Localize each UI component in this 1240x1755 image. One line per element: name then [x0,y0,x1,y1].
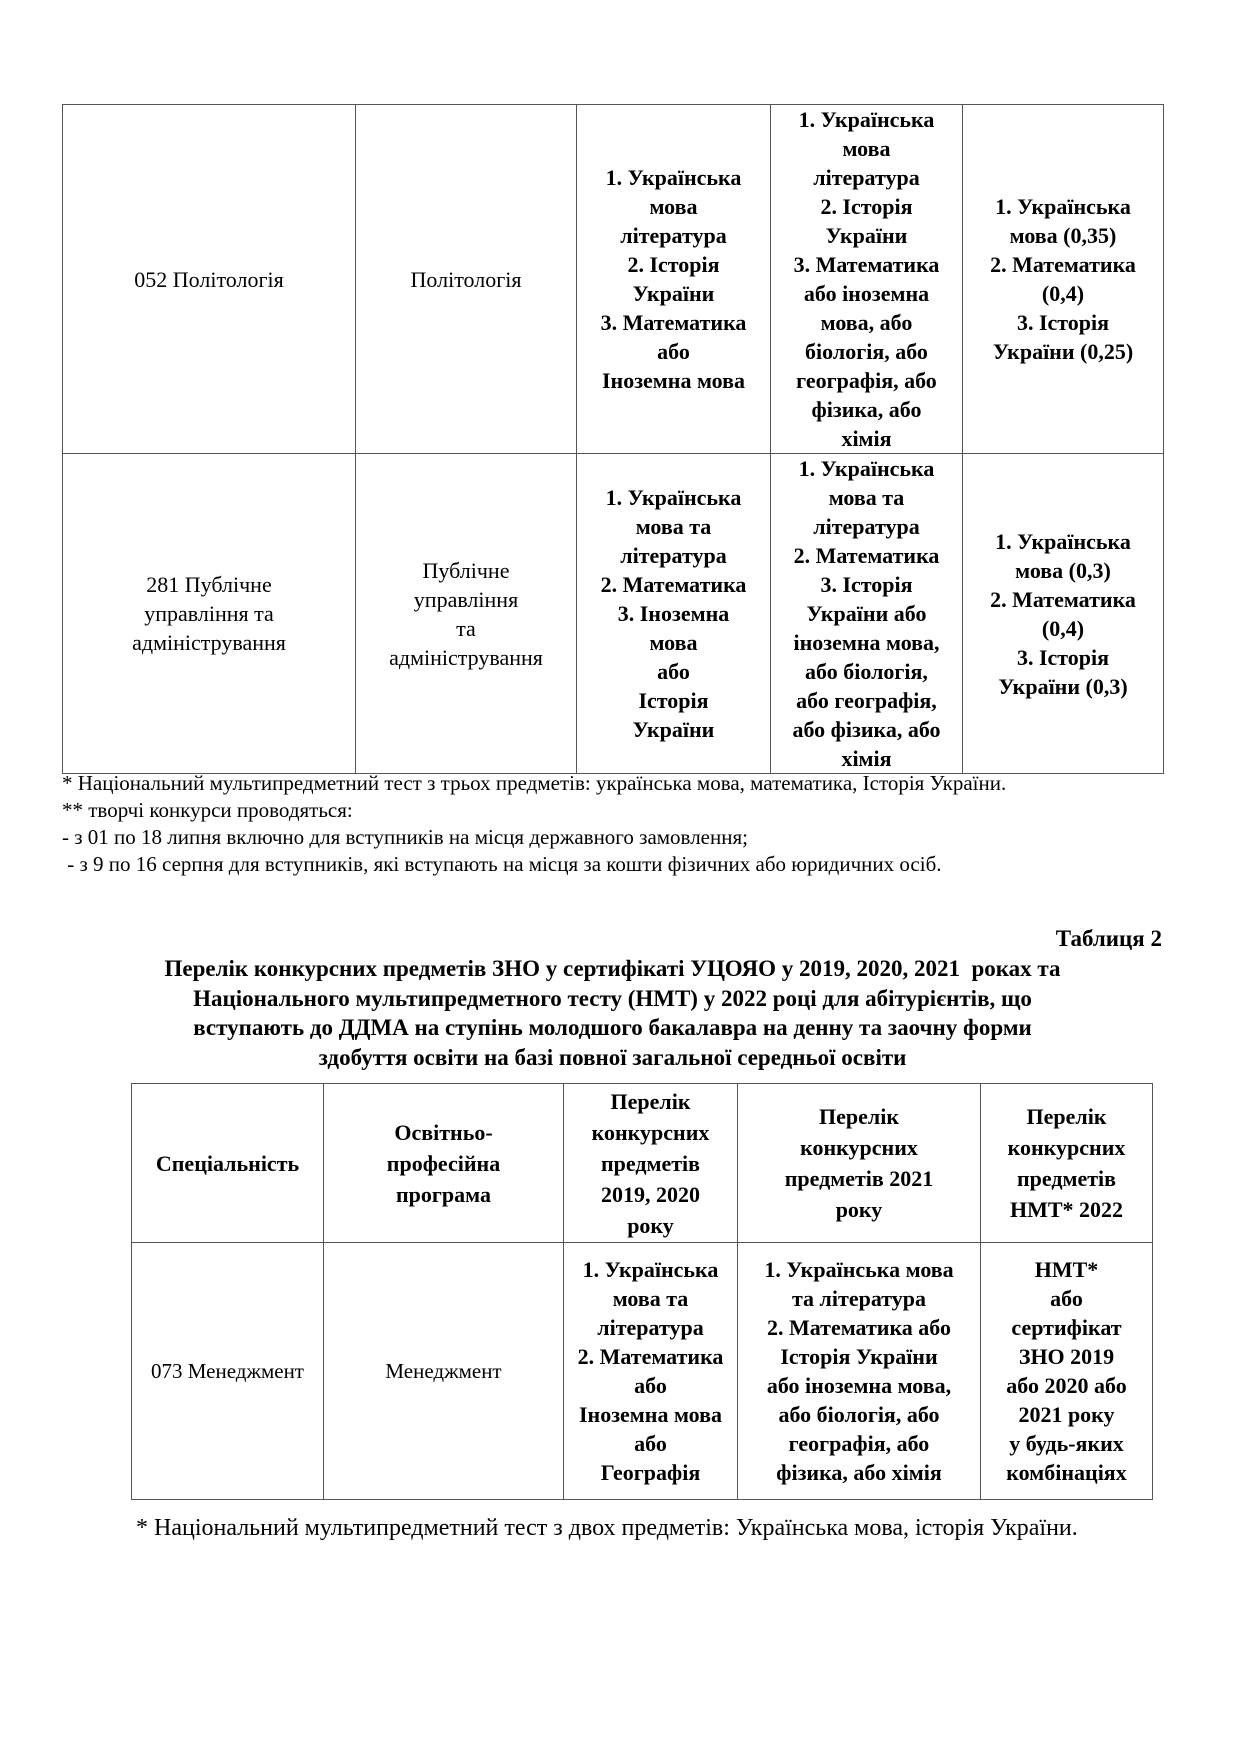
cell-text-line: 3. Математика [793,252,940,277]
cell-text-line: (0,4) [1041,281,1085,306]
cell-text-line: у будь-яких [1009,1431,1124,1456]
cell-text-line: хімія [841,426,892,451]
table-2-footnotes [136,1513,1152,1544]
program-cell [356,454,577,774]
cell-text-line: року [627,1212,674,1238]
cell-text-line: або біологія, [805,659,928,684]
footnote-double-star: ** творчі конкурси проводяться: [62,798,353,822]
table-row [63,105,1164,454]
cell-text-line: Історія України [780,1344,938,1369]
cell-text-line: література [620,543,727,568]
cell-text-line: адміністрування [132,630,286,655]
cell-text-line: конкурсних [1007,1135,1126,1160]
cell-text-line: конкурсних [800,1135,918,1160]
cell-text-line: мова (0,35) [1009,223,1117,248]
cell-text-line: 3. Історія [820,572,913,597]
subjects-nmt-2022-cell [981,1243,1153,1500]
cell-text-line: НМТ* 2022 [1009,1197,1124,1222]
cell-text-line: Іноземна мова [578,1402,723,1427]
cell-text-line: Перелік [1026,1104,1107,1129]
cell-text-line: управління та [144,601,274,626]
cell-text-line: література [813,165,920,190]
cell-text-line: фізика, або [811,397,922,422]
table-1-footnotes [62,770,1163,878]
cell-text-line: Політологія [410,266,522,292]
cell-text-line: або географія, [796,688,937,713]
cell-text-line: та література [791,1286,927,1311]
cell-text-line: програма [396,1181,491,1207]
cell-text-line: предметів 2021 [784,1166,934,1191]
cell-text-line: 2019, 2020 [601,1181,700,1207]
cell-text-line: література [620,223,727,248]
cell-text-line: біологія, або [805,339,928,364]
cell-text-line: або [657,339,690,364]
cell-text-line: 2. Математика [600,572,747,597]
column-header-specialty [132,1084,324,1243]
table-row [63,454,1164,774]
cell-text-line: мова [649,630,698,655]
subjects-2019-2020-cell [564,1243,738,1500]
cell-text-line: 1. Українська мова [764,1257,954,1282]
cell-text-line: 052 Політологія [134,266,284,292]
cell-text-line: 281 Публічне [146,572,272,597]
cell-text-line: предметів [600,1150,701,1176]
cell-text-line: або іноземна мова, [766,1373,952,1398]
cell-text-line: 1. Українська [605,485,742,510]
cell-text-line: 1. Українська [995,528,1131,554]
subjects-2021-cell [771,454,963,774]
cell-text-line: України (0,25) [992,339,1134,364]
cell-text-line: 3. Іноземна [617,601,730,626]
cell-text-line: адміністрування [389,644,543,670]
table-2-label: Таблиця 2 [1055,926,1162,951]
cell-text-line: географія, або [788,1431,930,1456]
cell-text-line: географія, або [796,368,937,393]
column-header-subjects-nmt-2022 [981,1084,1153,1243]
cell-text-line: мова [842,136,891,161]
cell-text-line: конкурсних [591,1119,710,1145]
subjects-2021-cell [771,105,963,454]
cell-text-line: 073 Менеджмент [151,1358,304,1383]
cell-text-line: Географія [600,1460,701,1485]
subjects-2019-2020-cell [577,105,771,454]
table-2 [131,1083,1153,1500]
specialty-cell [132,1243,324,1500]
cell-text-line: Перелік [818,1104,899,1129]
cell-text-line: література [813,514,920,539]
cell-text-line: 3. Історія [1016,310,1110,335]
cell-text-line: або [1050,1286,1083,1311]
title-line: Перелік конкурсних предметів ЗНО у сертифікаті УЦОЯО у 2019, 2020, 2021 роках та [164,956,1061,981]
cell-text-line: мова, або [820,310,913,335]
subjects-nmt-2022-cell [963,454,1164,774]
cell-text-line: предметів [1016,1166,1117,1191]
cell-text-line: або фізика, або [792,717,941,742]
cell-text-line: року [835,1197,883,1222]
footnote-item: - з 9 по 16 серпня для вступників, які вступають на місця за кошти фізичних або юридичних осіб. [62,852,942,876]
cell-text-line: Історія [638,688,709,713]
cell-text-line: управління [413,586,519,612]
subjects-nmt-2022-cell [963,105,1164,454]
program-cell [324,1243,564,1500]
cell-text-line: 2021 року [1018,1402,1115,1427]
cell-text-line: 2. Історія [820,194,913,219]
cell-text-line: або [634,1431,667,1456]
cell-text-line: 2. Математика [577,1344,724,1369]
cell-text-line: Менеджмент [385,1358,502,1383]
table-header-row [132,1084,1153,1243]
cell-text-line: 2. Математика [990,586,1136,612]
cell-text-line: або [634,1373,667,1398]
cell-text-line: України [825,223,908,248]
cell-text-line: або іноземна [803,281,930,306]
footnote-item: - з 01 по 18 липня включно для вступників на місця державного замовлення; [62,825,748,849]
cell-text-line: Публічне [422,557,510,583]
cell-text-line: хімія [841,746,892,771]
cell-text-line: 2. Історія [627,252,720,277]
cell-text-line: НМТ* [1034,1257,1099,1282]
program-cell [356,105,577,454]
cell-text-line: література [597,1315,704,1340]
cell-text-line: або [657,659,690,684]
cell-text-line: іноземна мова, [793,630,940,655]
subjects-2019-2020-cell [577,454,771,774]
cell-text-line: мова [649,194,698,219]
cell-text-line: мова та [635,514,712,539]
specialty-cell [63,454,356,774]
cell-text-line: 3. Математика [600,310,747,335]
cell-text-line: 2. Математика або [766,1315,952,1340]
cell-text-line: або біологія, або [778,1402,940,1427]
cell-text-line: Освітньо- [394,1119,493,1145]
cell-text-line: 2. Математика [990,252,1136,277]
cell-text-line: 1. Українська [605,165,742,190]
cell-text-line: 1. Українська [798,456,935,481]
cell-text-line: сертифікат [1011,1315,1122,1340]
cell-text-line: 1. Українська [582,1257,719,1282]
cell-text-line: України [632,281,715,306]
cell-text-line: комбінаціях [1006,1460,1127,1485]
cell-text-line: Іноземна мова [601,368,746,393]
cell-text-line: Спеціальність [155,1150,300,1176]
title-line: вступають до ДДМА на ступінь молодшого бакалавра на денну та заочну форми [193,1015,1032,1040]
cell-text-line: 3. Історія [1016,644,1110,670]
subjects-2021-cell [738,1243,981,1500]
cell-text-line: України або [806,601,927,626]
column-header-subjects-2021 [738,1084,981,1243]
cell-text-line: мова та [612,1286,689,1311]
table-2-title [62,954,1163,1072]
title-line: Національного мультипредметного тесту (НМТ) у 2022 році для абітурієнтів, що [193,985,1032,1011]
cell-text-line: 2. Математика [793,543,940,568]
table-1-continued [62,104,1164,774]
footnote-star: * Національний мультипредметний тест з трьох предметів: українська мова, математика, Історія України. [62,771,1007,795]
cell-text-line: професійна [386,1150,501,1176]
cell-text-line: мова та [828,485,905,510]
cell-text-line: 1. Українська [995,194,1131,219]
cell-text-line: мова (0,3) [1015,557,1111,583]
cell-text-line: 1. Українська [798,107,935,132]
table-row [132,1243,1153,1500]
column-header-subjects-2019-2020 [564,1084,738,1243]
cell-text-line: України (0,3) [998,673,1128,699]
cell-text-line: Перелік [610,1088,691,1114]
cell-text-line: України [632,717,715,742]
title-line: здобуття освіти на базі повної загальної середньої освіти [318,1044,907,1070]
cell-text-line: та [456,615,476,641]
cell-text-line: (0,4) [1041,615,1085,641]
cell-text-line: фізика, або хімія [776,1460,942,1485]
cell-text-line: або 2020 або [1006,1373,1127,1398]
cell-text-line: ЗНО 2019 [1018,1344,1115,1369]
column-header-program [324,1084,564,1243]
specialty-cell [63,105,356,454]
footnote-star: * Національний мультипредметний тест з двох предметів: Українська мова, історія України. [136,1515,1078,1541]
